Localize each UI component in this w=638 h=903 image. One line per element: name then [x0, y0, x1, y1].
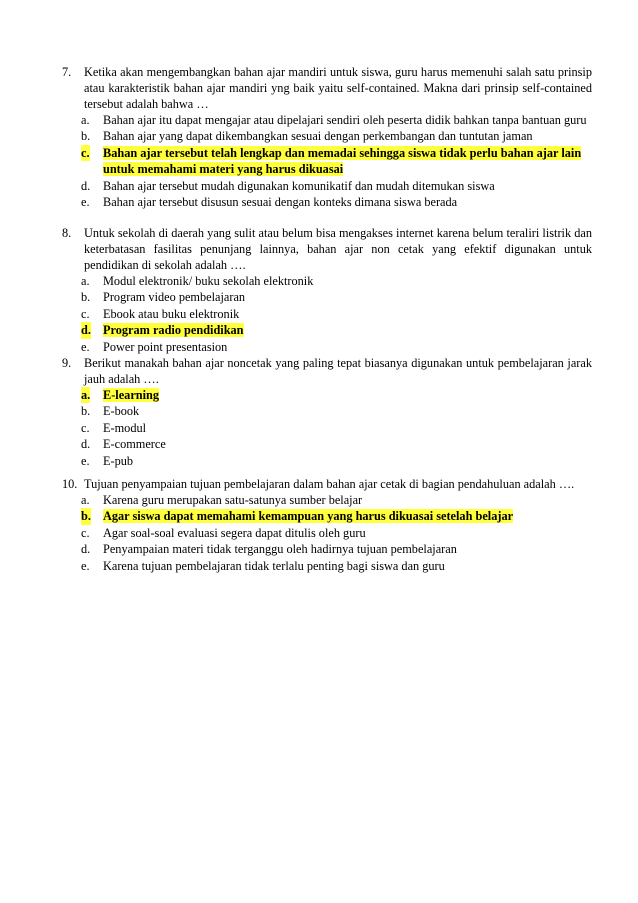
- option-text: E-pub: [103, 453, 134, 468]
- option-text-highlighted: Program radio pendidikan: [103, 323, 244, 338]
- question-text: Tujuan penyampaian tujuan pembelajaran dalam bahan ajar cetak di bagian pendahuluan adalah ….: [84, 477, 575, 491]
- option-letter: c.: [81, 145, 90, 160]
- option-d-answer: [81, 322, 592, 338]
- question-text: Berikut manakah bahan ajar noncetak yang paling tepat biasanya digunakan untuk pembelajaran jarak jauh adalah ….: [84, 356, 592, 386]
- option-letter: b.: [81, 509, 91, 524]
- option-text-highlighted: Agar siswa dapat memahami kemampuan yang harus dikuasai setelah belajar: [103, 509, 514, 524]
- option-text: E-modul: [103, 420, 147, 435]
- option-text: Bahan ajar itu dapat mengajar atau dipelajari sendiri oleh peserta didik bahkan tanpa bantuan guru: [103, 113, 587, 127]
- option-letter: b.: [81, 404, 91, 419]
- option-d: [81, 178, 592, 194]
- question-number: 7.: [62, 65, 72, 79]
- option-text-highlighted: E-learning: [103, 388, 160, 402]
- option-e: [81, 453, 592, 469]
- option-c-answer: [81, 145, 592, 178]
- option-text: E-book: [103, 404, 140, 419]
- option-c: [81, 525, 592, 541]
- question-9: [62, 355, 592, 469]
- option-c: [81, 306, 592, 322]
- question-7: [62, 64, 592, 210]
- option-letter: a.: [81, 493, 90, 507]
- option-a: [81, 492, 592, 508]
- question-number: 10.: [62, 477, 78, 491]
- option-letter: c.: [81, 306, 90, 321]
- option-letter: e.: [81, 195, 90, 210]
- option-list: [62, 492, 592, 574]
- option-letter: b.: [81, 290, 91, 305]
- option-d: [81, 541, 592, 557]
- option-letter: a.: [81, 113, 90, 127]
- option-letter: a.: [81, 388, 91, 402]
- option-b-answer: [81, 508, 592, 524]
- option-a-answer: [81, 387, 592, 403]
- question-number: 9.: [62, 356, 72, 370]
- question-8: [62, 225, 592, 355]
- option-letter: d.: [81, 437, 91, 452]
- option-letter: b.: [81, 129, 91, 144]
- option-b: [81, 128, 592, 144]
- option-text: Modul elektronik/ buku sekolah elektronik: [103, 274, 314, 288]
- option-text: E-commerce: [103, 437, 166, 452]
- option-a: [81, 112, 592, 128]
- option-text: Power point presentasion: [103, 339, 228, 354]
- option-b: [81, 403, 592, 419]
- option-text: Ebook atau buku elektronik: [103, 306, 240, 321]
- option-list: [62, 112, 592, 210]
- option-text: Penyampaian materi tidak terganggu oleh hadirnya tujuan pembelajaran: [103, 542, 457, 557]
- option-text: Bahan ajar tersebut mudah digunakan komunikatif dan mudah ditemukan siswa: [103, 178, 495, 193]
- question-text: Untuk sekolah di daerah yang sulit atau belum bisa mengakses internet karena belum teraliri listrik dan keterbatasan fasilitas penunjang lainnya, bahan ajar non cetak yang efektif digunakan untuk pendidikan di sekolah adalah ….: [84, 226, 592, 272]
- option-e: [81, 194, 592, 210]
- question-10: [62, 476, 592, 574]
- option-a: [81, 273, 592, 289]
- option-list: [62, 387, 592, 469]
- question-number: 8.: [62, 226, 72, 240]
- option-text: Bahan ajar tersebut disusun sesuai dengan konteks dimana siswa berada: [103, 195, 458, 210]
- option-e: [81, 339, 592, 355]
- option-letter: e.: [81, 453, 90, 468]
- option-text: Program video pembelajaran: [103, 290, 246, 305]
- option-e: [81, 558, 592, 574]
- option-letter: c.: [81, 420, 90, 435]
- option-b: [81, 289, 592, 305]
- option-text: Bahan ajar yang dapat dikembangkan sesuai dengan perkembangan dan tuntutan jaman: [103, 129, 533, 144]
- question-text: Ketika akan mengembangkan bahan ajar mandiri untuk siswa, guru harus memenuhi salah satu prinsip atau karakteristik bahan ajar mandiri yng baik yaitu self-contained. Makna dari prinsip self-contained tersebut adalah bahwa …: [84, 65, 592, 111]
- option-c: [81, 420, 592, 436]
- option-letter: c.: [81, 525, 90, 540]
- option-letter: d.: [81, 323, 91, 338]
- option-d: [81, 436, 592, 452]
- option-letter: e.: [81, 558, 90, 573]
- option-text-highlighted: Bahan ajar tersebut telah lengkap dan memadai sehingga siswa tidak perlu bahan ajar lain untuk memahami materi yang harus dikuasai: [103, 145, 582, 177]
- option-letter: d.: [81, 542, 91, 557]
- option-text: Karena tujuan pembelajaran tidak terlalu penting bagi siswa dan guru: [103, 558, 445, 573]
- option-letter: a.: [81, 274, 90, 288]
- option-text: Agar soal-soal evaluasi segera dapat ditulis oleh guru: [103, 525, 366, 540]
- option-list: [62, 273, 592, 355]
- option-letter: d.: [81, 178, 91, 193]
- option-text: Karena guru merupakan satu-satunya sumber belajar: [103, 493, 363, 507]
- option-letter: e.: [81, 339, 90, 354]
